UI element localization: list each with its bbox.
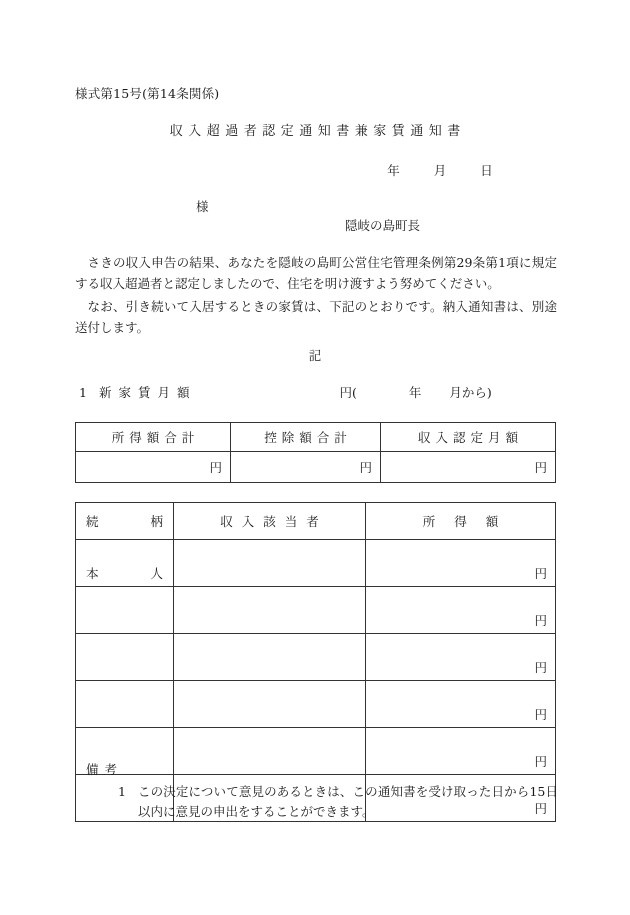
remark-text: この決定について意見のあるときは、この通知書を受け取った日から15日以内に意見の申出をすることができます。 — [138, 784, 558, 819]
addressee-suffix: 様 — [196, 199, 209, 214]
members-cell-relation[interactable] — [76, 540, 174, 587]
income-header-total-income: 所得額合計 — [76, 423, 231, 452]
item-number: 1 — [79, 385, 87, 400]
table-row — [76, 423, 556, 452]
members-header-income-person: 収入該当者 — [174, 503, 366, 540]
household-members-table — [75, 502, 556, 822]
date-month-label: 月 — [433, 163, 447, 178]
body-text — [75, 252, 557, 338]
members-cell-amount[interactable]: 円 — [366, 540, 556, 587]
members-cell-amount[interactable]: 円 — [366, 634, 556, 681]
members-cell-relation[interactable] — [76, 681, 174, 728]
table-row — [76, 728, 556, 775]
body-paragraph-2: なお、引き続いて入居するときの家賃は、下記のとおりです。納入通知書は、別途送付します。 — [75, 299, 557, 335]
members-relation-value: 本人 — [86, 566, 163, 581]
date-line — [0, 161, 630, 179]
body-paragraph-1: さきの収入申告の結果、あなたを隠岐の島町公営住宅管理条例第29条第1項に規定する収入超過者と認定しましたので、住宅を明け渡すよう努めてください。 — [75, 255, 557, 291]
date-year-label: 年 — [387, 163, 400, 178]
members-cell-person[interactable] — [174, 540, 366, 587]
income-value-certified-monthly[interactable]: 円 — [381, 452, 556, 483]
remarks-title: 備考 — [86, 762, 124, 777]
item-new-rent — [79, 383, 549, 401]
remarks-list — [118, 782, 558, 822]
members-header-relation — [76, 503, 174, 540]
members-cell-amount[interactable]: 円 — [366, 728, 556, 775]
issuer-name: 隠岐の島町長 — [345, 218, 421, 233]
item-yen-open: 円( — [339, 385, 357, 400]
form-number: 様式第15号(第14条関係) — [75, 86, 220, 101]
table-row — [76, 681, 556, 728]
table-row — [76, 634, 556, 681]
members-header-relation-label: 続柄 — [86, 514, 163, 529]
income-header-certified-monthly: 収入認定月額 — [381, 423, 556, 452]
income-value-total-deduction[interactable]: 円 — [231, 452, 381, 483]
page-title: 収入超過者認定通知書兼家賃通知書 — [169, 124, 466, 139]
ki-marker: 記 — [308, 348, 322, 363]
table-row — [76, 540, 556, 587]
members-cell-person[interactable] — [174, 587, 366, 634]
members-header-income-amount: 所得額 — [366, 503, 556, 540]
income-summary-table — [75, 422, 556, 483]
members-cell-amount[interactable]: 円 — [366, 775, 556, 822]
members-cell-person[interactable] — [174, 681, 366, 728]
members-cell-relation[interactable] — [76, 634, 174, 681]
income-value-total-income[interactable]: 円 — [76, 452, 231, 483]
members-cell-amount[interactable]: 円 — [366, 681, 556, 728]
remark-number: 1 — [118, 784, 126, 799]
members-cell-relation[interactable] — [76, 587, 174, 634]
list-item — [118, 782, 558, 822]
date-day-label: 日 — [480, 163, 493, 178]
item-label: 新家賃月額 — [99, 385, 197, 400]
income-header-total-deduction: 控除額合計 — [231, 423, 381, 452]
table-header-row — [76, 503, 556, 540]
table-row — [76, 452, 556, 483]
members-cell-person[interactable] — [174, 728, 366, 775]
item-month-from-label: 月から) — [449, 385, 492, 400]
table-row — [76, 587, 556, 634]
members-cell-amount[interactable]: 円 — [366, 587, 556, 634]
members-cell-person[interactable] — [174, 634, 366, 681]
item-year-label: 年 — [408, 385, 422, 400]
